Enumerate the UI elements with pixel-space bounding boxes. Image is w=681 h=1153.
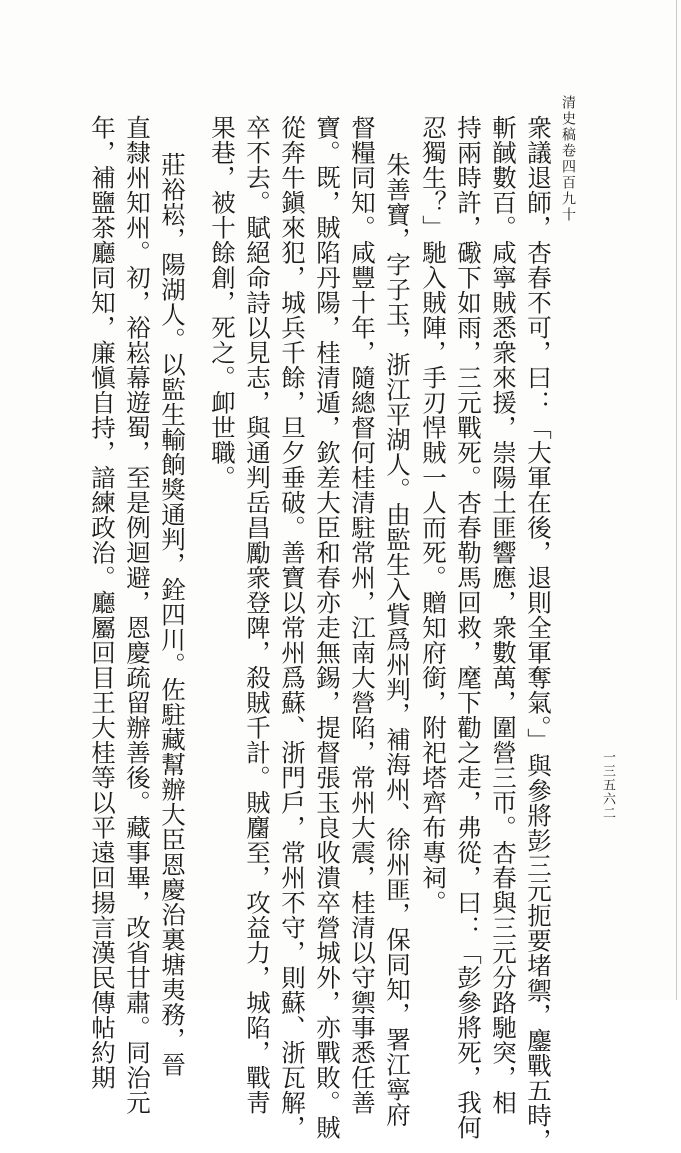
text-column-13: 年，補鹽茶廳同知，廉愼自持，諳練政治。廳屬回目王大桂等以平遠回揚言漢民傳帖約期 [88, 115, 117, 1090]
text-column-8: 從奔牛鎭來犯，城兵千餘，旦夕垂破。善寶以常州爲蘇、浙門戶，常州不守，則蘇、浙瓦解， [278, 115, 307, 1140]
text-column-3: 持兩時許，礮下如雨，三元戰死。杏春勒馬回救，麾下勸之走，弗從，曰：「彭參將死，我何 [454, 115, 483, 1140]
text-column-6: 督糧同知。咸豐十年，隨總督何桂清駐常州，江南大營陷，常州大震，桂清以守禦事悉任善 [348, 115, 377, 1115]
page-number: 一三五六二 [600, 750, 615, 820]
text-column-1: 衆議退師，杏春不可，曰：「大軍在後，退則全軍奪氣。」與參將彭三元扼要堵禦，鏖戰五時， [524, 115, 553, 1153]
text-column-10: 果巷，被十餘創，死之。卹世職。 [208, 115, 237, 490]
text-column-7: 寶。既，賊陷丹陽，桂清遁，欽差大臣和春亦走無錫，提督張玉良收潰卒營城外，亦戰敗。賊 [313, 115, 342, 1140]
text-column-2: 斬馘數百。咸寧賊悉衆來援，崇陽土匪響應，衆數萬，圍營三帀。杏春與三元分路馳突，相 [489, 115, 518, 1115]
book-header: 清史稿卷四百九十 [560, 95, 576, 223]
text-column-9: 卒不去。賦絕命詩以見志，與通判岳昌勵衆登陴，殺賊千計。賊麕至，攻益力，城陷，戰靑 [243, 115, 272, 1115]
text-column-4: 忍獨生？」馳入賊陣，手刃悍賊一人而死。贈知府銜，附祀塔齊布專祠。 [419, 115, 448, 915]
binding-edge [676, 0, 677, 1000]
text-column-11: 莊裕崧，陽湖人。以監生輸餉獎通判，銓四川。佐駐藏幫辦大臣恩慶治裏塘夷務，晉 [158, 152, 187, 1077]
text-column-12: 直隸州知州。初，裕崧幕遊蜀，至是例迴避，恩慶疏留辦善後。藏事畢，改省甘肅。同治元 [123, 115, 152, 1115]
text-column-5: 朱善寶，字子玉，浙江平湖人。由監生入貲爲州判，補海州、徐州匪，保同知，署江寧府 [383, 152, 412, 1127]
